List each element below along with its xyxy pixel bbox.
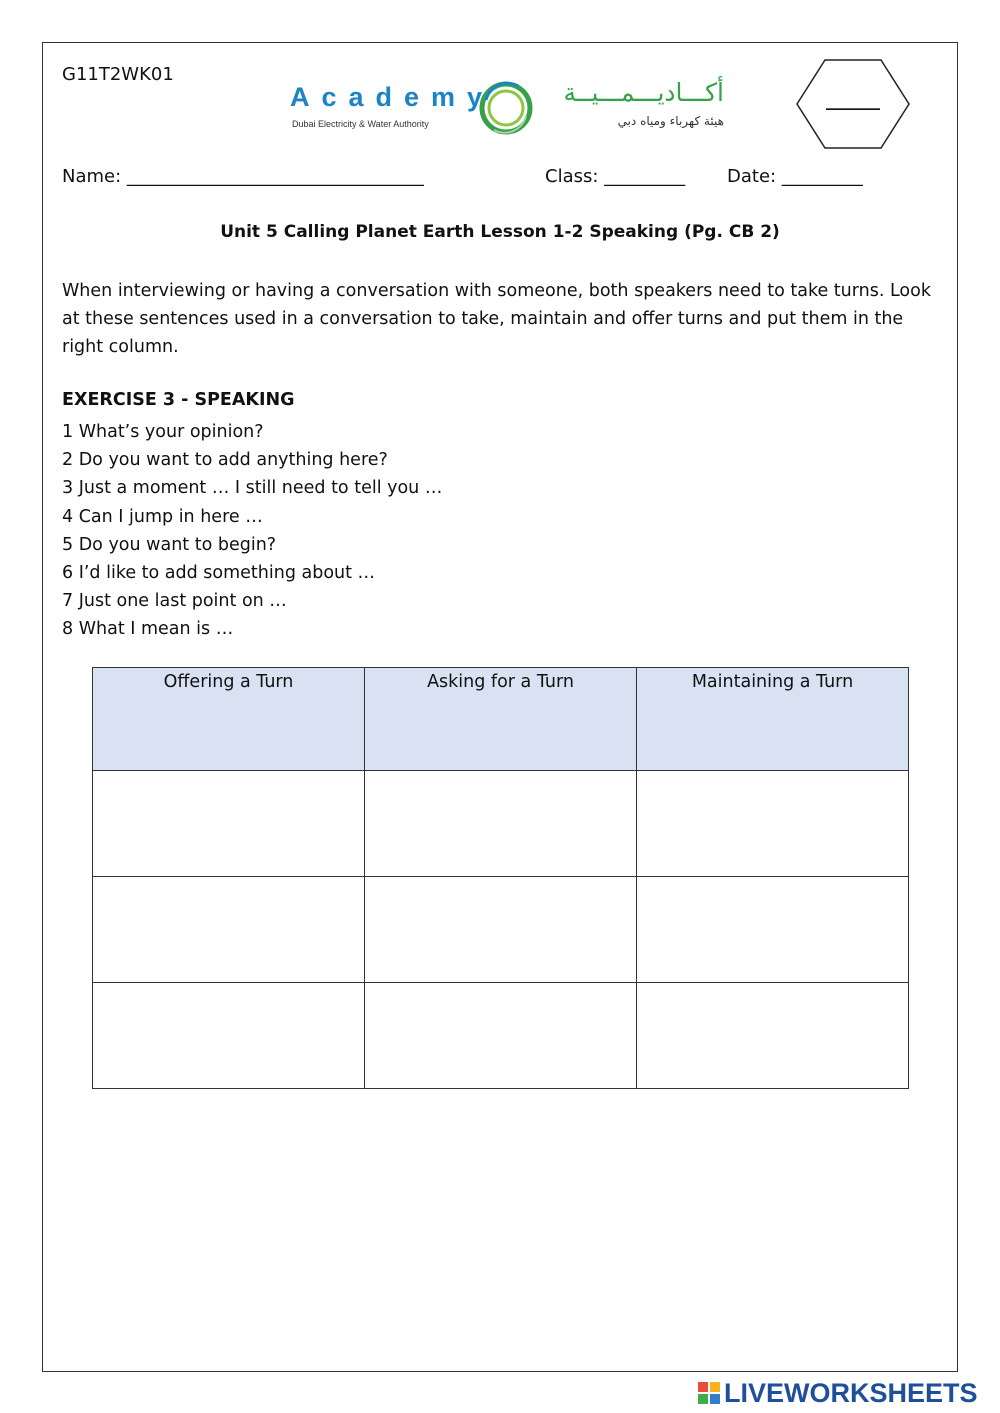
drop-cell[interactable] xyxy=(365,771,637,877)
table-row xyxy=(93,771,909,877)
worksheet-code: G11T2WK01 xyxy=(62,64,174,85)
list-item: 4 Can I jump in here … xyxy=(62,506,263,527)
list-item: 2 Do you want to add anything here? xyxy=(62,450,388,471)
exercise-heading: EXERCISE 3 - SPEAKING xyxy=(62,390,295,410)
date-line[interactable]: _________ xyxy=(781,166,863,187)
class-label: Class: xyxy=(545,166,599,187)
list-item: 6 I’d like to add something about … xyxy=(62,563,376,584)
drop-cell[interactable] xyxy=(365,983,637,1089)
table-header-row xyxy=(93,668,909,771)
logo-ring-icon xyxy=(476,78,536,138)
table-row xyxy=(93,983,909,1089)
drop-cell[interactable] xyxy=(637,771,909,877)
column-header-offering: Offering a Turn xyxy=(93,668,365,771)
name-field[interactable] xyxy=(62,166,424,187)
score-hexagon xyxy=(795,58,911,154)
drop-cell[interactable] xyxy=(93,771,365,877)
score-blank[interactable]: ______ xyxy=(826,90,880,111)
date-label: Date: xyxy=(727,166,777,187)
liveworksheets-text: LIVEWORKSHEETS xyxy=(724,1377,978,1408)
logo-arabic: أكـــاديـــمـــيــة xyxy=(563,78,724,107)
drop-cell[interactable] xyxy=(637,983,909,1089)
column-header-maintaining: Maintaining a Turn xyxy=(637,668,909,771)
date-field[interactable] xyxy=(727,166,863,187)
drop-cell[interactable] xyxy=(93,877,365,983)
class-field[interactable] xyxy=(545,166,685,187)
table-row xyxy=(93,877,909,983)
name-line[interactable]: _________________________________ xyxy=(126,166,424,187)
list-item: 8 What I mean is … xyxy=(62,619,234,640)
list-item: 3 Just a moment … I still need to tell you … xyxy=(62,478,443,499)
turns-table xyxy=(92,667,909,1089)
drop-cell[interactable] xyxy=(93,983,365,1089)
logo-english: Academy xyxy=(290,82,495,112)
list-item: 1 What’s your opinion? xyxy=(62,422,264,442)
liveworksheets-brand[interactable] xyxy=(698,1378,978,1408)
drop-cell[interactable] xyxy=(365,877,637,983)
logo-arabic-sub: هيئة كهرباء ومياه دبي xyxy=(617,114,724,128)
drop-cell[interactable] xyxy=(637,877,909,983)
instructions: When interviewing or having a conversation with someone, both speakers need to take turns. Look at these sentences used in a conversation to take, maintain and offer turns and put them in the right column. xyxy=(62,281,931,357)
list-item: 5 Do you want to begin? xyxy=(62,534,277,555)
sentence-list xyxy=(62,418,442,644)
column-header-asking: Asking for a Turn xyxy=(365,668,637,771)
list-item: 7 Just one last point on … xyxy=(62,591,287,612)
logo-english-sub: Dubai Electricity & Water Authority xyxy=(292,119,429,129)
liveworksheets-logo-icon xyxy=(698,1382,720,1404)
name-label: Name: xyxy=(62,166,122,187)
class-line[interactable]: _________ xyxy=(604,166,686,187)
page-title: Unit 5 Calling Planet Earth Lesson 1-2 Speaking (Pg. CB 2) xyxy=(220,222,780,242)
academy-logo xyxy=(290,76,730,142)
